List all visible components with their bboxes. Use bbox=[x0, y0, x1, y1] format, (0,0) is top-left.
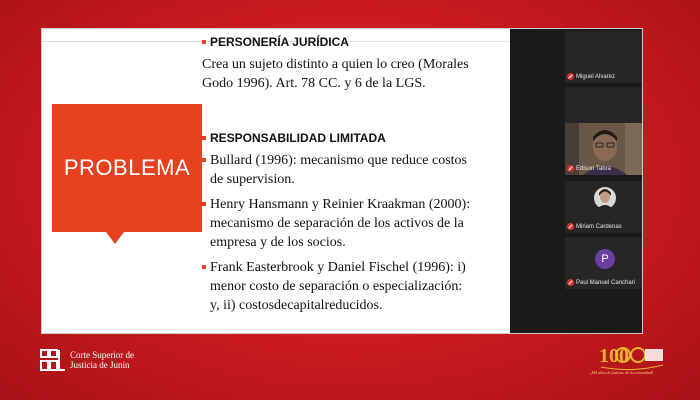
participant-label bbox=[567, 165, 611, 172]
bullet-line: empresa y de los socios. bbox=[210, 235, 346, 250]
bullet-line: Henry Hansmann y Reinier Kraakman (2000): bbox=[210, 197, 471, 212]
section-body bbox=[202, 55, 507, 93]
avatar-initial: P bbox=[601, 253, 609, 265]
bullet-line: Bullard (1996): mecanismo que reduce costos bbox=[210, 153, 467, 168]
bullet-line: menor costo de separación o especialización: bbox=[210, 279, 463, 294]
bullet-icon bbox=[202, 40, 206, 44]
bullet-line: de supervision. bbox=[210, 172, 295, 187]
section-heading bbox=[202, 131, 507, 145]
anniversary-number: 100 bbox=[599, 345, 629, 367]
slide-divider bbox=[42, 41, 202, 42]
avatar bbox=[595, 249, 615, 269]
bullet-line: mecanismo de separación de los activos de la bbox=[210, 216, 464, 231]
mic-muted-icon bbox=[567, 279, 574, 286]
participant-gallery bbox=[510, 29, 643, 334]
section-personeria bbox=[202, 35, 507, 93]
participant-tile[interactable] bbox=[565, 123, 643, 175]
presentation-frame bbox=[41, 28, 643, 334]
court-emblem-icon bbox=[40, 349, 66, 371]
section-heading bbox=[202, 35, 507, 49]
participant-tile[interactable] bbox=[565, 237, 643, 289]
bullet-icon bbox=[202, 202, 206, 206]
participant-tile[interactable] bbox=[565, 31, 643, 83]
body-line: Godo 1996). Art. 78 CC. y 6 de la LGS. bbox=[202, 76, 426, 91]
court-name bbox=[70, 350, 134, 370]
participant-name: Edison Tabra bbox=[576, 165, 611, 172]
section-heading-text: PERSONERÍA JURÍDICA bbox=[210, 35, 349, 49]
mic-muted-icon bbox=[567, 165, 574, 172]
body-line: Crea un sujeto distinto a quien lo creo (Morales bbox=[202, 57, 469, 72]
problem-box-pointer bbox=[106, 232, 124, 244]
participant-tile[interactable] bbox=[565, 181, 643, 233]
anniversary-slogan: ¡Mil años de justicia, de la comunidad! bbox=[590, 370, 654, 375]
participant-name: Miguel Alvarez bbox=[576, 73, 616, 80]
bullet-line: y, ii) costosdecapitalreducidos. bbox=[210, 298, 383, 313]
court-logo bbox=[40, 349, 134, 371]
problem-label: PROBLEMA bbox=[63, 155, 191, 180]
bullet-line: Frank Easterbrook y Daniel Fischel (1996): i) bbox=[210, 260, 466, 275]
shared-slide bbox=[42, 29, 510, 334]
court-name-line: Corte Superior de bbox=[70, 350, 134, 360]
profile-photo bbox=[594, 187, 616, 209]
bullet-icon bbox=[202, 265, 206, 269]
participant-label bbox=[567, 223, 622, 230]
list-item bbox=[202, 195, 507, 252]
list-item bbox=[202, 151, 507, 189]
mic-muted-icon bbox=[567, 73, 574, 80]
list-item bbox=[202, 258, 507, 315]
bullet-icon bbox=[202, 158, 206, 162]
bullet-icon bbox=[202, 136, 206, 140]
participant-name: Paul Manuel Canchari bbox=[576, 279, 636, 286]
problem-label-box bbox=[52, 104, 202, 232]
court-name-line: Justicia de Junín bbox=[70, 360, 130, 370]
participant-label bbox=[567, 279, 635, 286]
section-heading-text: RESPONSABILIDAD LIMITADA bbox=[210, 131, 386, 145]
participant-name: Miriam Cardenas bbox=[576, 223, 622, 230]
participant-label bbox=[567, 73, 615, 80]
section-responsabilidad bbox=[202, 131, 507, 315]
mic-muted-icon bbox=[567, 223, 574, 230]
